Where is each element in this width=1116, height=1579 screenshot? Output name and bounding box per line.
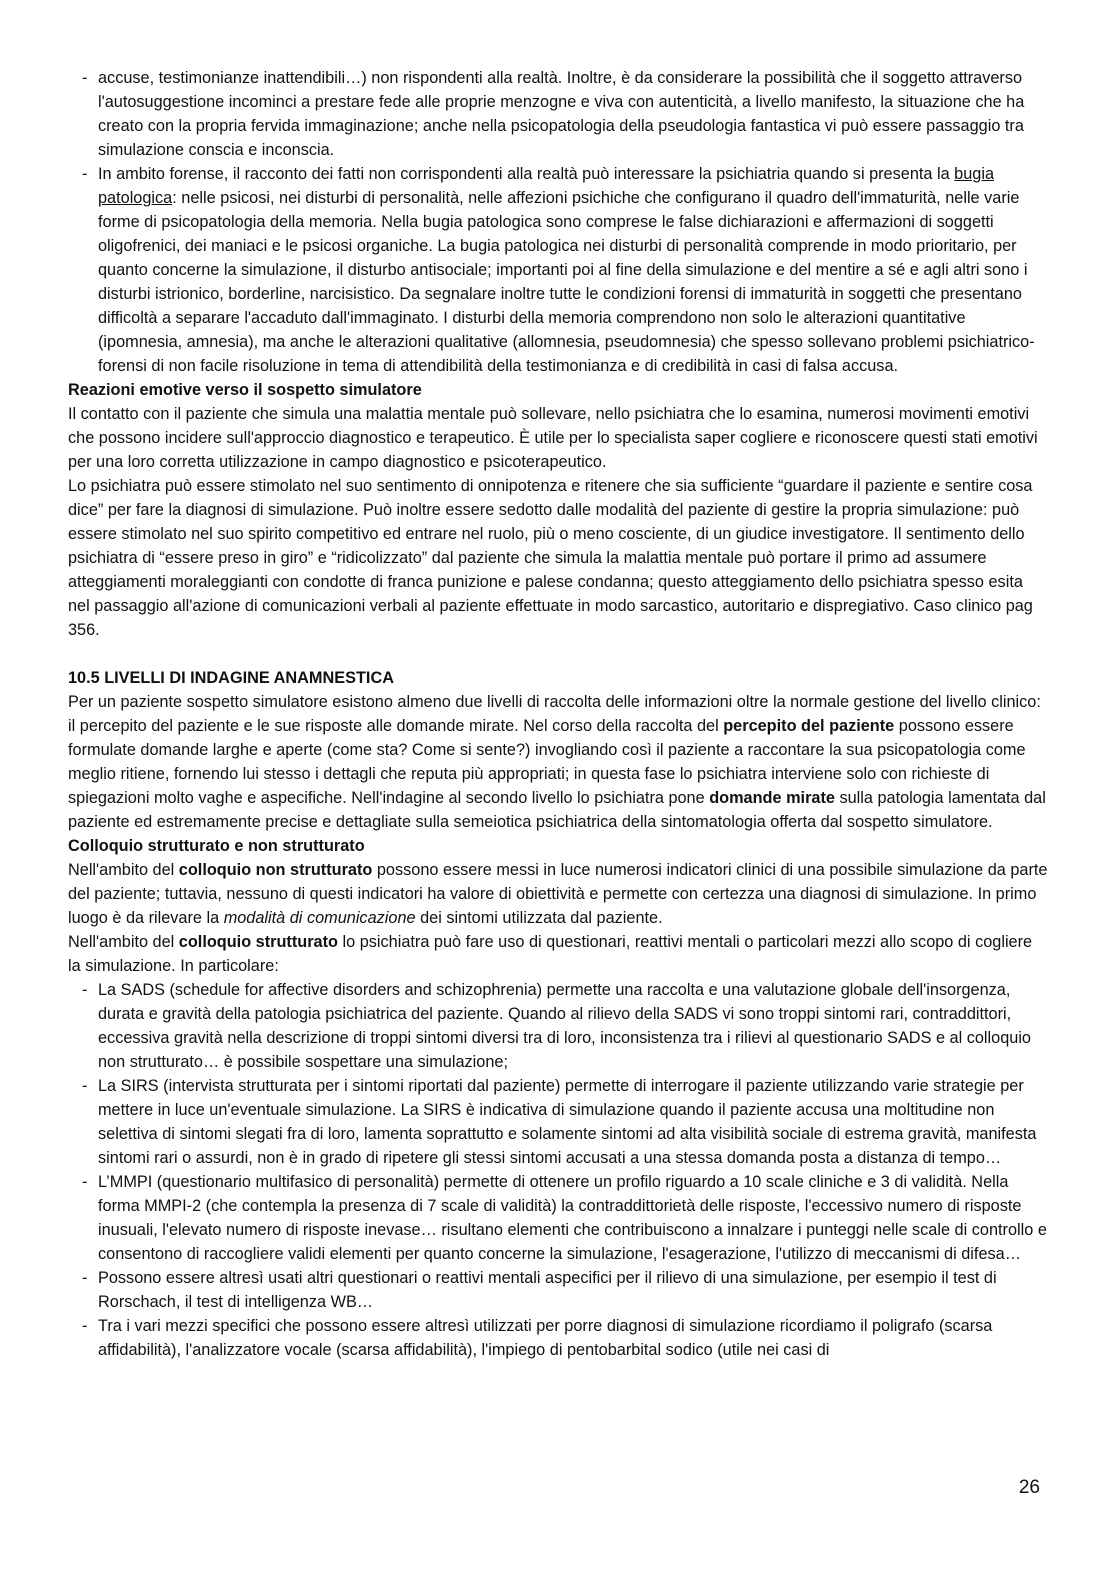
bold-term: percepito del paziente (723, 717, 895, 735)
text-run: Nell'ambito del (68, 933, 179, 951)
bold-term: colloquio strutturato (178, 933, 338, 951)
section-heading: 10.5 LIVELLI DI INDAGINE ANAMNESTICA (68, 669, 394, 687)
paragraph: Il contatto con il paziente che simula una malattia mentale può sollevare, nello psichiatra che lo esamina, numerosi movimenti emotivi che possono incidere sull'approccio diagnostico e terapeutico. È utile per lo specialista saper cogliere e riconoscere questi stati emotivi per una loro corretta utilizzazione in campo diagnostico e psicoterapeutico. (68, 405, 1038, 471)
text-run: dei sintomi utilizzata dal paziente. (415, 909, 663, 927)
bold-term: colloquio non strutturato (178, 861, 373, 879)
intro-list (68, 66, 1048, 378)
list-item: - La SADS (schedule for affective disorders and schizophrenia) permette una raccolta e una valutazione globale dell'insorgenza, durata e gravità della patologia psichiatrica del paziente. Quando al rilievo della SADS vi sono troppi sintomi rari, contraddittori, eccessiva gravità nella descrizione di troppi sintomi diversi tra di loro, inconsistenza tra i rilievi al questionario SADS e al colloquio non strutturato… è possibile sospettare una simulazione; (98, 978, 1048, 1074)
list-item-text: : nelle psicosi, nei disturbi di personalità, nelle affezioni psichiche che configurano il quadro dell'immaturità, nelle varie forme di psicopatologia della memoria. Nella bugia patologica sono comprese le false dichiarazioni e affermazioni di soggetti oligofrenici, dei maniaci e le psicosi organiche. La bugia patologica nei disturbi di personalità comprende in modo prioritario, per quanto concerne la simulazione, il disturbo antisociale; importanti poi al fine della simulazione e del mentire a sé e agli altri sono i disturbi istrionico, borderline, narcisistico. Da segnalare inoltre tutte le condizioni forensi di immaturità in soggetti che presentano difficoltà a separare l'accaduto dall'immaginato. I disturbi della memoria comprendono non solo le alterazioni quantitative (ipomnesia, amnesia), ma anche le alterazioni qualitative (allomnesia, pseudomnesia) che spesso sollevano problemi psichiatrico-forensi di non facile risoluzione in tema di attendibilità della testimonianza e di credibilità in casi di falsa accusa. (98, 189, 1035, 375)
text-run: sulla patologia lamentata dal paziente ed estremamente precise e dettagliate sulla semeiotica psichiatrica della sintomatologia offerta dal sospetto simulatore. (68, 789, 1046, 831)
text-run: possono essere messi in luce numerosi indicatori clinici di una possibile simulazione da parte del paziente; tuttavia, nessuno di questi indicatori ha valore di obiettività e permette con certezza una diagnosi di simulazione. In primo luogo è da rilevare la (68, 861, 1048, 927)
text-run: Nell'ambito del (68, 861, 179, 879)
document-body (68, 66, 1048, 1362)
spacer (68, 642, 1048, 666)
list-item-text: In ambito forense, il racconto dei fatti non corrispondenti alla realtà può interessare la psichiatria quando si presenta la (98, 165, 955, 183)
list-item: - La SIRS (intervista strutturata per i sintomi riportati dal paziente) permette di interrogare il paziente utilizzando varie strategie per mettere in luce un'eventuale simulazione. La SIRS è indicativa di simulazione quando il paziente accusa una moltitudine non selettiva di sintomi slegati fra di loro, lamenta soprattutto e solamente sintomi ad alta visibilità sociale di estrema gravità, manifesta sintomi rari o assurdi, non è in grado di ripetere gli stessi sintomi accusati a una stessa domanda posta a distanza di tempo… (98, 1074, 1048, 1170)
text-run: Per un paziente sospetto simulatore esistono almeno due livelli di raccolta delle informazioni oltre la normale gestione del livello clinico: il percepito del paziente e le sue risposte alle domande mirate. Nel corso della raccolta del (68, 693, 1041, 735)
bold-term: domande mirate (709, 789, 835, 807)
paragraph: Lo psichiatra può essere stimolato nel suo sentimento di onnipotenza e ritenere che sia sufficiente “guardare il paziente e sentire cosa dice” per fare la diagnosi di simulazione. Può inoltre essere sedotto dalle modalità del paziente di gestire la propria simulazione: può essere stimolato nel suo spirito competitivo ed entrare nel ruolo, più o meno cosciente, di un giudice investigatore. Il sentimento dello psichiatra di “essere preso in giro” e “ridicolizzato” dal paziente che simula la malattia mentale può portare il primo ad assumere atteggiamenti moraleggianti con condotte di franca punizione e palese condanna; questo atteggiamento dello psichiatra spesso esita nel passaggio all'azione di comunicazioni verbali al paziente effettuate in modo sarcastico, autoritario e dispregiativo. Caso clinico pag 356. (68, 477, 1033, 639)
list-item-text: accuse, testimonianze inattendibili…) non rispondenti alla realtà. Inoltre, è da considerare la possibilità che il soggetto attraverso l'autosuggestione incominci a prestare fede alle proprie menzogne e viva con autenticità, a livello manifesto, la situazione che ha creato con la propria fervida immaginazione; anche nella psicopatologia della pseudologia fantastica vi può essere passaggio tra simulazione conscia e inconscia. (98, 69, 1025, 159)
list-item: - Tra i vari mezzi specifici che possono essere altresì utilizzati per porre diagnosi di simulazione ricordiamo il poligrafo (scarsa affidabilità), l'analizzatore vocale (scarsa affidabilità), l'impiego di pentobarbital sodico (utile nei casi di (98, 1314, 1048, 1362)
list-item: - Possono essere altresì usati altri questionari o reattivi mentali aspecifici per il rilievo di una simulazione, per esempio il test di Rorschach, il test di intelligenza WB… (98, 1266, 1048, 1314)
paragraph (68, 858, 1048, 930)
list-item (98, 162, 1048, 378)
text-run: possono essere formulate domande larghe e aperte (come sta? Come si sente?) invogliando così il paziente a raccontare la sua psicopatologia come meglio ritiene, fornendo lui stesso i dettagli che reputa più appropriati; in questa fase lo psichiatra interviene solo con richieste di spiegazioni molto vaghe e aspecifiche. Nell'indagine al secondo livello lo psichiatra pone (68, 717, 1026, 807)
underlined-term: bugia patologica (98, 165, 995, 207)
list-item: - L’MMPI (questionario multifasico di personalità) permette di ottenere un profilo riguardo a 10 scale cliniche e 3 di validità. Nella forma MMPI-2 (che contempla la presenza di 7 scale di validità) la contraddittorietà delle risposte, l'eccessivo numero di risposte inusuali, l'elevato numero di risposte inevase… risultano elementi che contribuiscono a innalzare i punteggi nelle scale di controllo e consentono di raccogliere validi elementi per quanto concerne la simulazione, l'esagerazione, l'utilizzo di meccanismi di difesa… (98, 1170, 1048, 1266)
subsection-heading: Colloquio strutturato e non strutturato (68, 837, 365, 855)
tools-list (68, 978, 1048, 1362)
subsection-heading: Reazioni emotive verso il sospetto simulatore (68, 381, 422, 399)
text-run: lo psichiatra può fare uso di questionari, reattivi mentali o particolari mezzi allo scopo di cogliere la simulazione. In particolare: (68, 933, 1033, 975)
page-number: 26 (1018, 1477, 1040, 1498)
italic-term: modalità di comunicazione (223, 909, 416, 927)
list-item (98, 66, 1048, 162)
paragraph (68, 690, 1048, 834)
paragraph (68, 930, 1048, 978)
